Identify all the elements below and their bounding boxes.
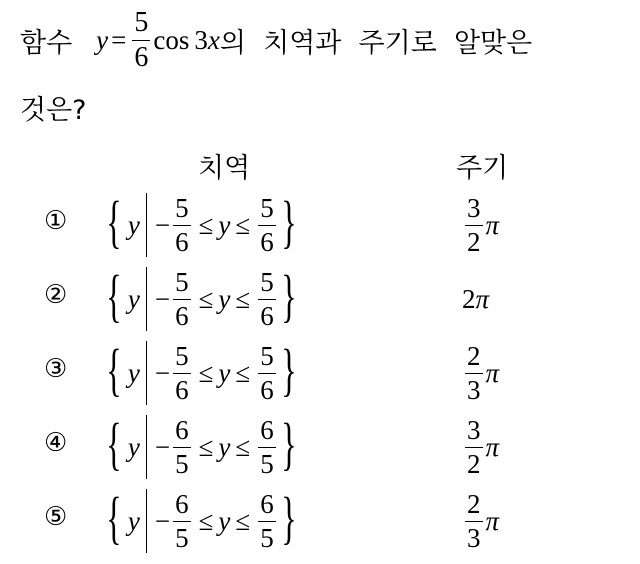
header-range: 치역 bbox=[198, 153, 251, 184]
answer-option-1[interactable] bbox=[0, 190, 640, 260]
leq-sign: ≤ bbox=[198, 431, 214, 462]
lower-bound-fraction bbox=[173, 266, 191, 331]
lower-numerator: 5 bbox=[175, 266, 189, 297]
upper-bound-fraction bbox=[258, 340, 276, 405]
range-set bbox=[104, 338, 299, 408]
upper-numerator: 6 bbox=[260, 488, 274, 519]
option-marker[interactable]: ⑤ bbox=[44, 502, 68, 532]
upper-bound-fraction bbox=[258, 192, 276, 257]
upper-bound-fraction bbox=[258, 266, 276, 331]
upper-denominator: 5 bbox=[260, 448, 274, 479]
leq-sign: ≤ bbox=[235, 505, 251, 536]
range-set bbox=[104, 412, 299, 482]
open-brace: { bbox=[106, 189, 122, 254]
inequality-variable: y bbox=[218, 283, 231, 314]
period-value bbox=[462, 412, 499, 482]
lower-denominator: 5 bbox=[175, 522, 189, 553]
set-divider bbox=[146, 489, 147, 553]
period-denominator: 3 bbox=[467, 522, 481, 553]
option-marker[interactable]: ② bbox=[44, 280, 68, 310]
leq-sign: ≤ bbox=[198, 209, 214, 240]
period-coefficient: 2 bbox=[462, 283, 476, 314]
open-brace: { bbox=[106, 263, 122, 328]
pi-symbol: π bbox=[485, 357, 500, 388]
open-brace: { bbox=[106, 337, 122, 402]
period-value bbox=[462, 338, 499, 408]
leq-sign: ≤ bbox=[198, 357, 214, 388]
question-suffix: 의 치역과 주기로 알맞은 bbox=[219, 27, 533, 59]
range-set bbox=[104, 264, 299, 334]
lower-bound-fraction bbox=[173, 340, 191, 405]
set-variable: y bbox=[127, 283, 140, 314]
leq-sign: ≤ bbox=[235, 431, 251, 462]
upper-denominator: 6 bbox=[260, 300, 274, 331]
leq-sign: ≤ bbox=[235, 209, 251, 240]
inequality-variable: y bbox=[218, 209, 231, 240]
lower-denominator: 6 bbox=[175, 300, 189, 331]
period-value bbox=[462, 264, 489, 334]
upper-bound-fraction bbox=[258, 488, 276, 553]
upper-denominator: 6 bbox=[260, 226, 274, 257]
answer-option-3[interactable] bbox=[0, 338, 640, 408]
inequality-variable: y bbox=[218, 357, 231, 388]
pi-symbol: π bbox=[485, 209, 500, 240]
question-prefix: 함수 bbox=[20, 27, 73, 59]
period-fraction bbox=[465, 192, 483, 257]
set-variable: y bbox=[127, 209, 140, 240]
option-marker[interactable]: ③ bbox=[44, 354, 68, 384]
lower-numerator: 6 bbox=[175, 414, 189, 445]
upper-bound-fraction bbox=[258, 414, 276, 479]
period-value bbox=[462, 190, 499, 260]
range-set bbox=[104, 486, 299, 556]
cos-function: cos bbox=[153, 24, 190, 55]
set-divider bbox=[146, 267, 147, 331]
close-brace: } bbox=[280, 411, 297, 476]
upper-numerator: 5 bbox=[260, 266, 274, 297]
lower-denominator: 6 bbox=[175, 226, 189, 257]
pi-symbol: π bbox=[485, 505, 500, 536]
period-denominator: 2 bbox=[467, 448, 481, 479]
amplitude-fraction bbox=[132, 6, 150, 73]
period-fraction bbox=[465, 340, 483, 405]
set-divider bbox=[146, 415, 147, 479]
option-marker[interactable]: ④ bbox=[44, 428, 68, 458]
lower-denominator: 6 bbox=[175, 374, 189, 405]
lower-numerator: 6 bbox=[175, 488, 189, 519]
lower-sign: − bbox=[154, 357, 171, 388]
upper-numerator: 5 bbox=[260, 192, 274, 223]
answer-option-5[interactable] bbox=[0, 486, 640, 556]
upper-numerator: 5 bbox=[260, 340, 274, 371]
set-divider bbox=[146, 193, 147, 257]
open-brace: { bbox=[106, 485, 122, 550]
option-marker[interactable]: ① bbox=[44, 206, 68, 236]
lower-bound-fraction bbox=[173, 192, 191, 257]
lower-sign: − bbox=[154, 283, 171, 314]
close-brace: } bbox=[280, 485, 297, 550]
upper-numerator: 6 bbox=[260, 414, 274, 445]
leq-sign: ≤ bbox=[198, 505, 214, 536]
period-numerator: 2 bbox=[467, 340, 481, 371]
period-numerator: 3 bbox=[467, 414, 481, 445]
close-brace: } bbox=[280, 189, 297, 254]
set-divider bbox=[146, 341, 147, 405]
lower-numerator: 5 bbox=[175, 192, 189, 223]
period-fraction bbox=[465, 488, 483, 553]
question-line-2: 것은? bbox=[20, 95, 87, 126]
upper-denominator: 6 bbox=[260, 374, 274, 405]
period-numerator: 3 bbox=[467, 192, 481, 223]
leq-sign: ≤ bbox=[235, 283, 251, 314]
set-variable: y bbox=[127, 505, 140, 536]
pi-symbol: π bbox=[475, 283, 490, 314]
inequality-variable: y bbox=[218, 505, 231, 536]
question-line-1 bbox=[20, 0, 630, 80]
lower-numerator: 5 bbox=[175, 340, 189, 371]
set-variable: y bbox=[127, 357, 140, 388]
set-variable: y bbox=[127, 431, 140, 462]
period-fraction bbox=[465, 414, 483, 479]
inequality-variable: y bbox=[218, 431, 231, 462]
lower-bound-fraction bbox=[173, 488, 191, 553]
pi-symbol: π bbox=[485, 431, 500, 462]
lower-sign: − bbox=[154, 505, 171, 536]
answer-option-2[interactable] bbox=[0, 264, 640, 334]
lower-denominator: 5 bbox=[175, 448, 189, 479]
equals-sign: = bbox=[111, 24, 127, 55]
open-brace: { bbox=[106, 411, 122, 476]
answer-option-4[interactable] bbox=[0, 412, 640, 482]
period-numerator: 2 bbox=[467, 488, 481, 519]
period-value bbox=[462, 486, 499, 556]
close-brace: } bbox=[280, 263, 297, 328]
amplitude-numerator: 5 bbox=[134, 6, 149, 38]
leq-sign: ≤ bbox=[198, 283, 214, 314]
upper-denominator: 5 bbox=[260, 522, 274, 553]
lower-bound-fraction bbox=[173, 414, 191, 479]
period-denominator: 2 bbox=[467, 226, 481, 257]
leq-sign: ≤ bbox=[235, 357, 251, 388]
header-period: 주기 bbox=[456, 153, 509, 184]
argument-variable: x bbox=[207, 24, 220, 55]
lower-sign: − bbox=[154, 431, 171, 462]
function-variable: y bbox=[96, 24, 109, 55]
range-set bbox=[104, 190, 299, 260]
argument-coefficient: 3 bbox=[194, 24, 208, 55]
close-brace: } bbox=[280, 337, 297, 402]
amplitude-denominator: 6 bbox=[134, 41, 149, 73]
period-denominator: 3 bbox=[467, 374, 481, 405]
lower-sign: − bbox=[154, 209, 171, 240]
